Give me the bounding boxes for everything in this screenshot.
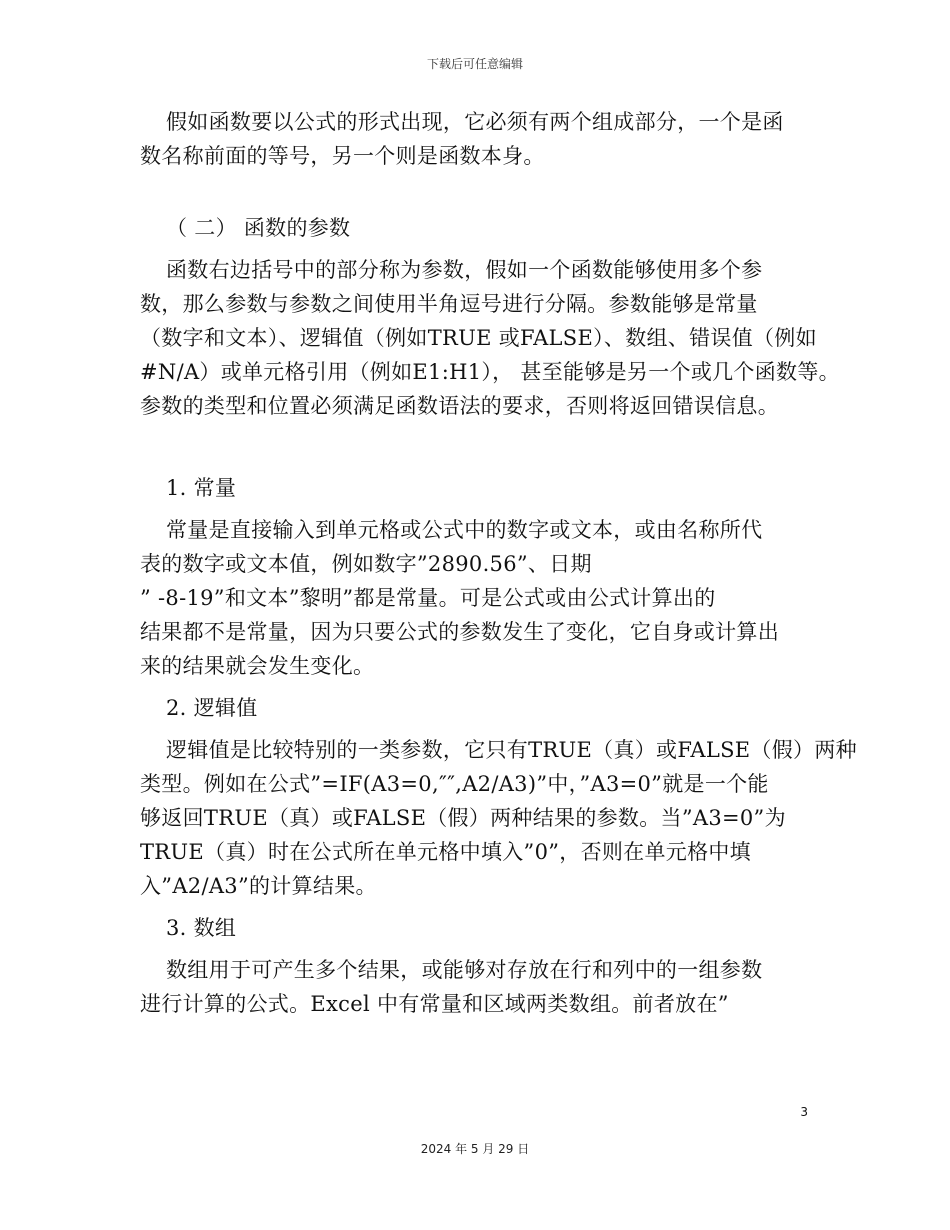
paragraph-line: 结果都不是常量，因为只要公式的参数发生了变化，它自身或计算出 (140, 620, 779, 644)
paragraph-line: 入”A2/A3”的计算结果。 (140, 874, 377, 898)
paragraph-line: 常量是直接输入到单元格或公式中的数字或文本，或由名称所代 (166, 518, 763, 542)
paragraph-line: 参数的类型和位置必须满足函数语法的要求，否则将返回错误信息。 (140, 394, 779, 418)
item-heading: 2. 逻辑值 (166, 696, 258, 720)
paragraph-line: 逻辑值是比较特别的一类参数，它只有TRUE（真）或FALSE（假）两种 (166, 738, 857, 762)
paragraph-line: ” -8-19”和文本”黎明”都是常量。可是公式或由公式计算出的 (140, 586, 716, 610)
page-footer-date: 2024 年 5 月 29 日 (420, 1142, 530, 1156)
paragraph-line: 表的数字或文本值，例如数字”2890.56”、日期 (140, 552, 592, 576)
paragraph-line: #N/A）或单元格引用（例如E1:H1）， 甚至能够是另一个或几个函数等。 (140, 360, 840, 384)
paragraph-line: 够返回TRUE（真）或FALSE（假）两种结果的参数。当”A3=0”为 (140, 806, 786, 830)
paragraph-line: （数字和文本）、逻辑值（例如TRUE 或FALSE）、数组、错误值（例如 (140, 326, 817, 350)
paragraph-line: 数组用于可产生多个结果，或能够对存放在行和列中的一组参数 (166, 958, 763, 982)
paragraph-line: TRUE（真）时在公式所在单元格中填入”0”，否则在单元格中填 (140, 840, 751, 864)
paragraph-line: 进行计算的公式。Excel 中有常量和区域两类数组。前者放在” (140, 992, 729, 1016)
item-heading: 3. 数组 (166, 916, 237, 940)
paragraph-line: 类型。例如在公式”=IF(A3=0,″″,A2/A3)”中，”A3=0”就是一个能 (140, 772, 769, 796)
item-heading: 1. 常量 (166, 476, 237, 500)
document-body (140, 105, 857, 1021)
paragraph-line: 函数右边括号中的部分称为参数，假如一个函数能够使用多个参 (166, 258, 763, 282)
intro-line: 数名称前面的等号，另一个则是函数本身。 (140, 144, 545, 168)
section-heading: （ 二） 函数的参数 (166, 216, 351, 240)
intro-line: 假如函数要以公式的形式出现，它必须有两个组成部分，一个是函 (166, 110, 784, 134)
paragraph-line: 数，那么参数与参数之间使用半角逗号进行分隔。参数能够是常量 (140, 292, 758, 316)
paragraph-line: 来的结果就会发生变化。 (140, 654, 375, 678)
page-number: 3 (800, 1105, 808, 1119)
page-header: 下载后可任意编辑 (426, 57, 523, 71)
